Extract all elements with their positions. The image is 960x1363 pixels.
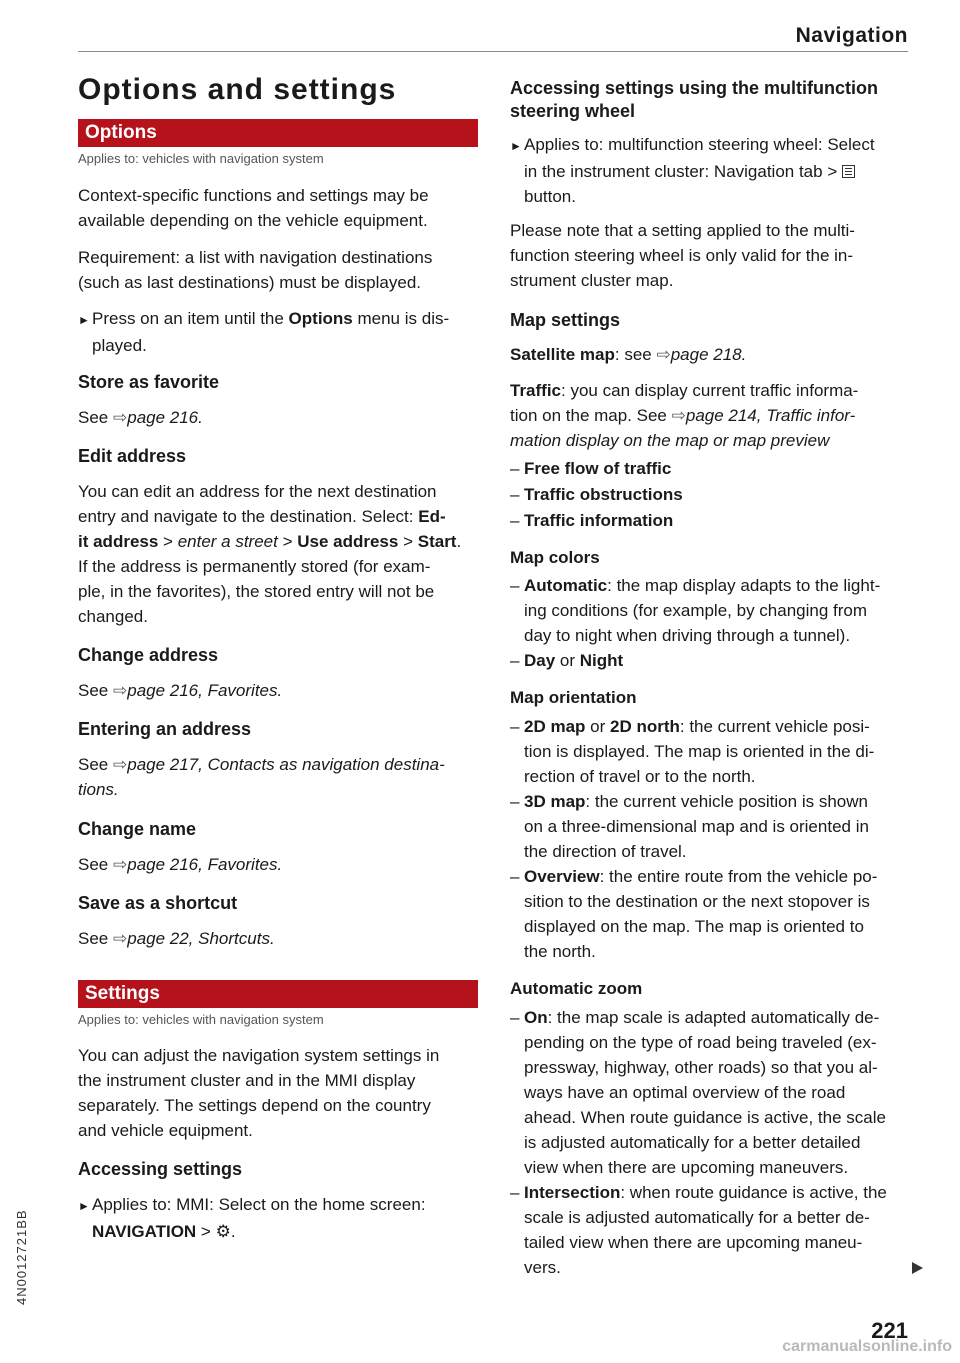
map-colors-list: – Automatic: the map display adapts to the light- ing conditions (for example, by changing from day to night when driving through a tunnel). – Day or Night [510, 573, 880, 673]
automatic-zoom-list: – On: the map scale is adapted automatically de- pending on the type of road being traveled (ex- pressway, highway, other roads) so that you al- ways have an optimal overview of the road ahead. When route guidance is active, the scale is adjusted automatically for a better detailed view when there are upcoming maneuvers. – Intersection: when route guidance is active, the scale is adjusted automatically for a better de- tailed view when there are upcoming maneu- vers. [510, 1005, 887, 1280]
entering-address-ref[interactable]: See ⇨page 217, Contacts as navigation destina- tions. [78, 755, 445, 799]
list-item: – Intersection: when route guidance is active, the [510, 1183, 887, 1202]
traffic-item: Traffic: you can display current traffic informa- tion on the map. See ⇨page 214, Traffic infor- mation display on the map or map preview [510, 381, 859, 450]
list-item: – 3D map: the current vehicle position is shown [510, 792, 868, 811]
accessing-settings-heading: Accessing settings [78, 1159, 243, 1179]
list-item: – Traffic obstructions [510, 485, 683, 504]
satellite-map-item: Satellite map: see ⇨page 218. [510, 345, 747, 364]
gear-icon: ⚙ [215, 1222, 231, 1241]
mfsw-heading: Accessing settings using the multifunction steering wheel [510, 78, 879, 121]
cross-reference-arrow-icon: ⇨ [112, 929, 128, 948]
document-code: 4N0012721BB [14, 1209, 29, 1305]
watermark: carmanualsonline.info [782, 1338, 952, 1355]
map-colors-heading: Map colors [510, 548, 600, 567]
step-arrow-icon: ► [78, 313, 90, 327]
list-item: – Traffic information [510, 511, 674, 530]
list-item: – 2D map or 2D north: the current vehicle posi- [510, 717, 870, 736]
traffic-options-list [510, 456, 683, 534]
change-address-heading: Change address [78, 645, 219, 665]
step-arrow-icon: ► [510, 139, 522, 153]
options-step: ► Press on an item until the Options menu is dis- played. [78, 309, 450, 355]
map-orientation-list: – 2D map or 2D north: the current vehicle posi- tion is displayed. The map is oriented in the di- rection of travel or to the north. – 3D map: the current vehicle position is shown on a three-dimensional map and is oriented in the direction of travel. – Overview: the entire route from the vehicle po- sition to the destination or the next stopover is displayed on the map. The map is oriented to the north. [510, 714, 877, 964]
options-intro: Context-specific functions and settings may be available depending on the vehicle equipment. [78, 186, 429, 230]
map-orientation-heading: Map orientation [510, 688, 637, 707]
settings-applies: Applies to: vehicles with navigation system [78, 1012, 324, 1027]
list-item: – Automatic: the map display adapts to the light- [510, 576, 881, 595]
list-item: – Free flow of traffic [510, 459, 672, 478]
cross-reference-arrow-icon: ⇨ [671, 406, 686, 425]
store-favorite-ref[interactable]: See ⇨page 216. [78, 408, 203, 427]
step-arrow-icon: ► [78, 1199, 90, 1213]
page-number: 221 [871, 1318, 908, 1343]
continue-arrow-icon [912, 1262, 923, 1274]
settings-intro: You can adjust the navigation system settings in the instrument cluster and in the MMI display separately. The settings depend on the country and vehicle equipment. [78, 1046, 440, 1140]
change-name-heading: Change name [78, 819, 197, 839]
chapter-title: Options and settings [78, 73, 397, 106]
list-item: – Overview: the entire route from the vehicle po- [510, 867, 878, 886]
list-icon [842, 165, 855, 178]
save-shortcut-heading: Save as a shortcut [78, 893, 238, 913]
change-address-ref[interactable]: See ⇨page 216, Favorites. [78, 681, 283, 700]
edit-address-heading: Edit address [78, 446, 187, 466]
header-rule [78, 51, 908, 52]
cross-reference-arrow-icon: ⇨ [112, 681, 128, 700]
change-name-ref[interactable]: See ⇨page 216, Favorites. [78, 855, 283, 874]
options-applies: Applies to: vehicles with navigation system [78, 151, 324, 166]
cross-reference-arrow-icon: ⇨ [112, 855, 128, 874]
running-header: Navigation [795, 24, 908, 47]
options-requirement: Requirement: a list with navigation destinations (such as last destinations) must be displayed. [78, 248, 433, 292]
accessing-settings-step: ► Applies to: MMI: Select on the home screen: NAVIGATION > ⚙. [78, 1195, 426, 1241]
list-item: – On: the map scale is adapted automatically de- [510, 1008, 880, 1027]
mfsw-step: ► Applies to: multifunction steering wheel: Select in the instrument cluster: Navigation tab > button. [510, 135, 875, 206]
mfsw-note: Please note that a setting applied to the multi- function steering wheel is only valid for the in- strument cluster map. [510, 221, 855, 290]
entering-address-heading: Entering an address [78, 719, 252, 739]
save-shortcut-ref[interactable]: See ⇨page 22, Shortcuts. [78, 929, 275, 948]
list-item: – Day or Night [510, 651, 624, 670]
automatic-zoom-heading: Automatic zoom [510, 979, 643, 998]
store-favorite-heading: Store as favorite [78, 372, 220, 392]
map-settings-heading: Map settings [510, 310, 621, 330]
options-section-bar: Options [78, 119, 478, 147]
cross-reference-arrow-icon: ⇨ [112, 408, 128, 427]
settings-section-bar: Settings [78, 980, 478, 1008]
cross-reference-arrow-icon: ⇨ [112, 755, 128, 774]
edit-address-body: You can edit an address for the next destination entry and navigate to the destination. Select: Ed- it address > enter a street > Use address > Start. If the address is permanently stored (for exam- ple, in the favorites), the stored entry will not be changed. [78, 482, 462, 626]
cross-reference-arrow-icon: ⇨ [656, 345, 671, 364]
